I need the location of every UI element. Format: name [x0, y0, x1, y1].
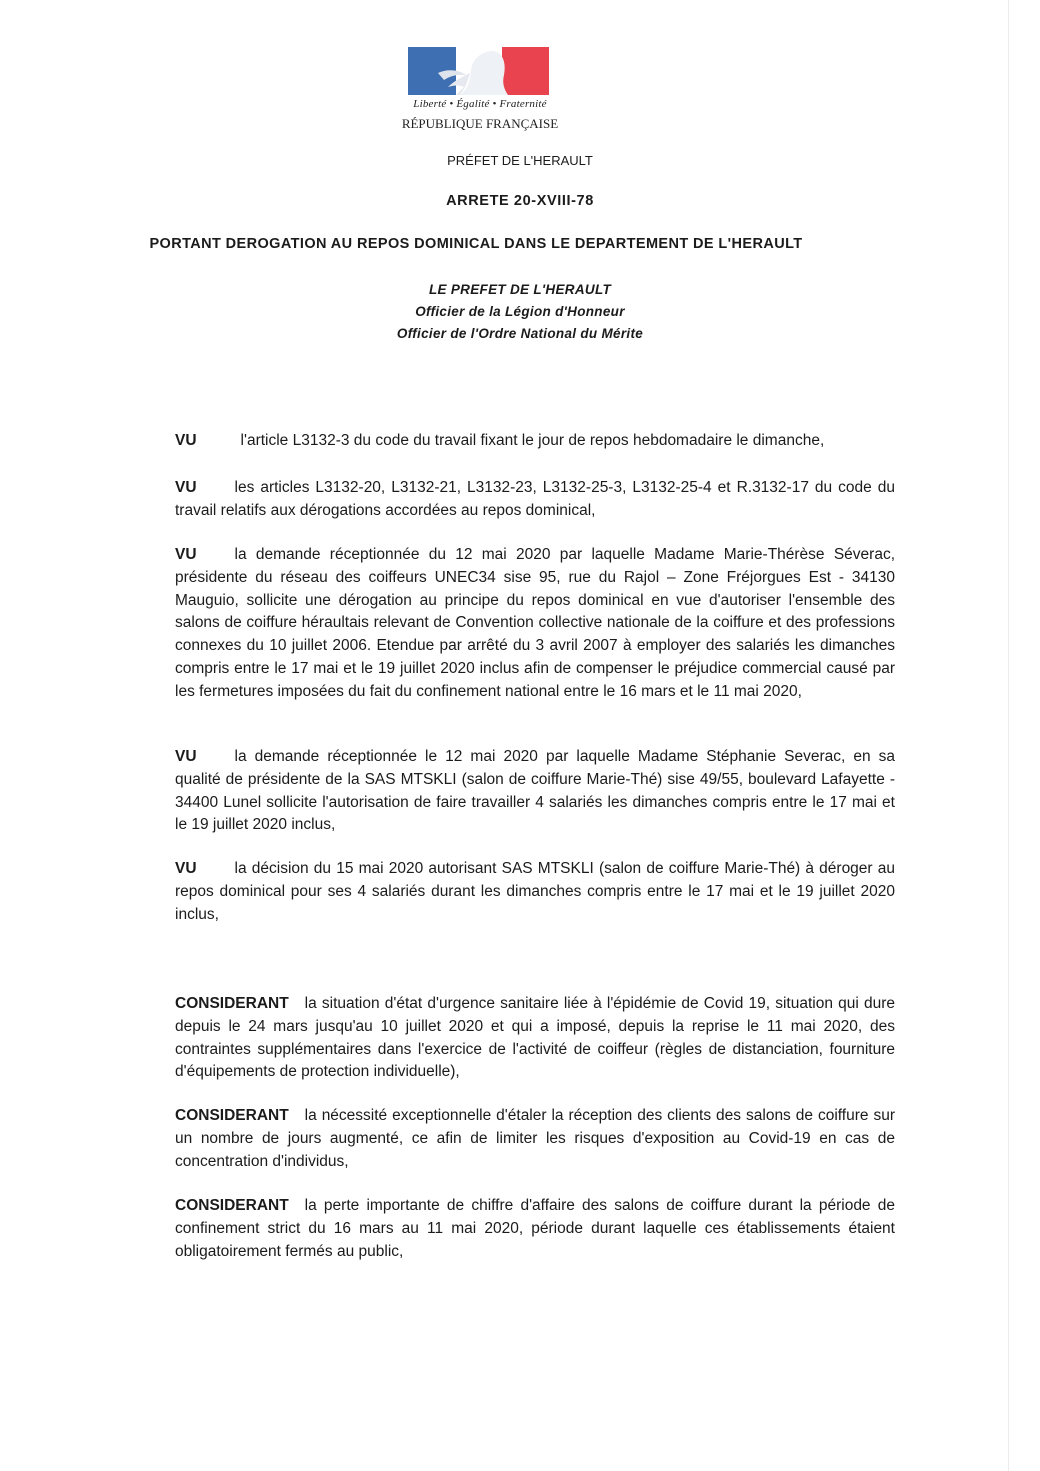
visa-label: VU	[175, 432, 197, 449]
signatory-honor-1: Officier de la Légion d'Honneur	[415, 304, 625, 319]
visa-text: la décision du 15 mai 2020 autorisant SAS MTSKLI (salon de coiffure Marie-Thé) à déroger au repos dominical pour ses 4 salariés durant les dimanches compris entre le 17 mai et le 19 juillet 2020 inclus,	[175, 860, 895, 923]
considerant-label: CONSIDERANT	[175, 1197, 289, 1214]
marianne-logo	[408, 47, 549, 95]
republic-name: RÉPUBLIQUE FRANÇAISE	[401, 116, 559, 131]
considerant-text: la nécessité exceptionnelle d'étaler la réception des clients des salons de coiffure sur un nombre de jours augmenté, ce afin de limiter les risques d'exposition au Covid-19 en cas de concentration d'individus,	[175, 1107, 895, 1170]
visa-label: VU	[175, 546, 197, 563]
considerant-label: CONSIDERANT	[175, 1107, 289, 1124]
considerant-paragraph	[175, 1195, 895, 1263]
visa-paragraph	[175, 746, 895, 837]
arrete-number: ARRETE 20-XVIII-78	[446, 193, 594, 209]
visa-paragraph	[175, 477, 895, 523]
signatory-title: LE PREFET DE L'HERAULT	[428, 282, 612, 297]
visa-paragraph	[175, 544, 895, 704]
considerant-paragraph	[175, 1105, 895, 1173]
visa-text: les articles L3132-20, L3132-21, L3132-23, L3132-25-3, L3132-25-4 et R.3132-17 du code du travail relatifs aux dérogations accordées au repos dominical,	[175, 479, 895, 519]
page-edge-line	[1008, 0, 1009, 1471]
visa-paragraph	[175, 858, 895, 926]
visa-text: la demande réceptionnée le 12 mai 2020 par laquelle Madame Stéphanie Severac, en sa qualité de présidente de la SAS MTSKLI (salon de coiffure Marie-Thé) sise 49/55, boulevard Lafayette - 34400 Lunel sollicite l'autorisation de faire travailler 4 salariés les dimanches compris entre le 17 mai et le 19 juillet 2020 inclus,	[175, 748, 895, 834]
prefecture-title: PRÉFET DE L'HERAULT	[447, 153, 593, 168]
visa-text: l'article L3132-3 du code du travail fixant le jour de repos hebdomadaire le dimanche,	[240, 432, 825, 449]
visa-label: VU	[175, 479, 197, 496]
arrete-subject: PORTANT DEROGATION AU REPOS DOMINICAL DANS LE DEPARTEMENT DE L'HERAULT	[149, 236, 803, 252]
visa-label: VU	[175, 860, 197, 877]
signatory-honor-2: Officier de l'Ordre National du Mérite	[396, 326, 644, 341]
republic-motto: Liberté • Égalité • Fraternité	[413, 98, 547, 110]
visa-text: la demande réceptionnée du 12 mai 2020 par laquelle Madame Marie-Thérèse Séverac, présidente du réseau des coiffeurs UNEC34 sise 95, rue du Rajol – Zone Fréjorgues Est - 34130 Mauguio, sollicite une dérogation au principe du repos dominical en vue d'autoriser l'ensemble des salons de coiffure héraultais relevant de Convention collective nationale de la coiffure et des professions connexes du 10 juillet 2006. Etendue par arrêté du 3 avril 2007 à employer des salariés les dimanches compris entre le 17 mai et le 19 juillet 2020 inclus afin de compenser le préjudice commercial causé par les fermetures imposées du fait du confinement national entre le 16 mars et le 11 mai 2020,	[175, 546, 895, 700]
considerant-label: CONSIDERANT	[175, 995, 289, 1012]
considerant-text: la situation d'état d'urgence sanitaire liée à l'épidémie de Covid 19, situation qui dure depuis le 24 mars jusqu'au 10 juillet 2020 et qui a imposé, depuis la reprise le 11 mai 2020, des contraintes supplémentaires dans l'exercice de l'activité de coiffeur (règles de distanciation, fourniture d'équipements de protection individuelle),	[175, 995, 895, 1081]
considerant-paragraph	[175, 993, 895, 1084]
considerant-text: la perte importante de chiffre d'affaire des salons de coiffure durant la période de confinement strict du 16 mars au 11 mai 2020, période durant laquelle ces établissements étaient obligatoirement fermés au public,	[175, 1197, 895, 1260]
visa-paragraph	[175, 430, 895, 453]
visa-label: VU	[175, 748, 197, 765]
